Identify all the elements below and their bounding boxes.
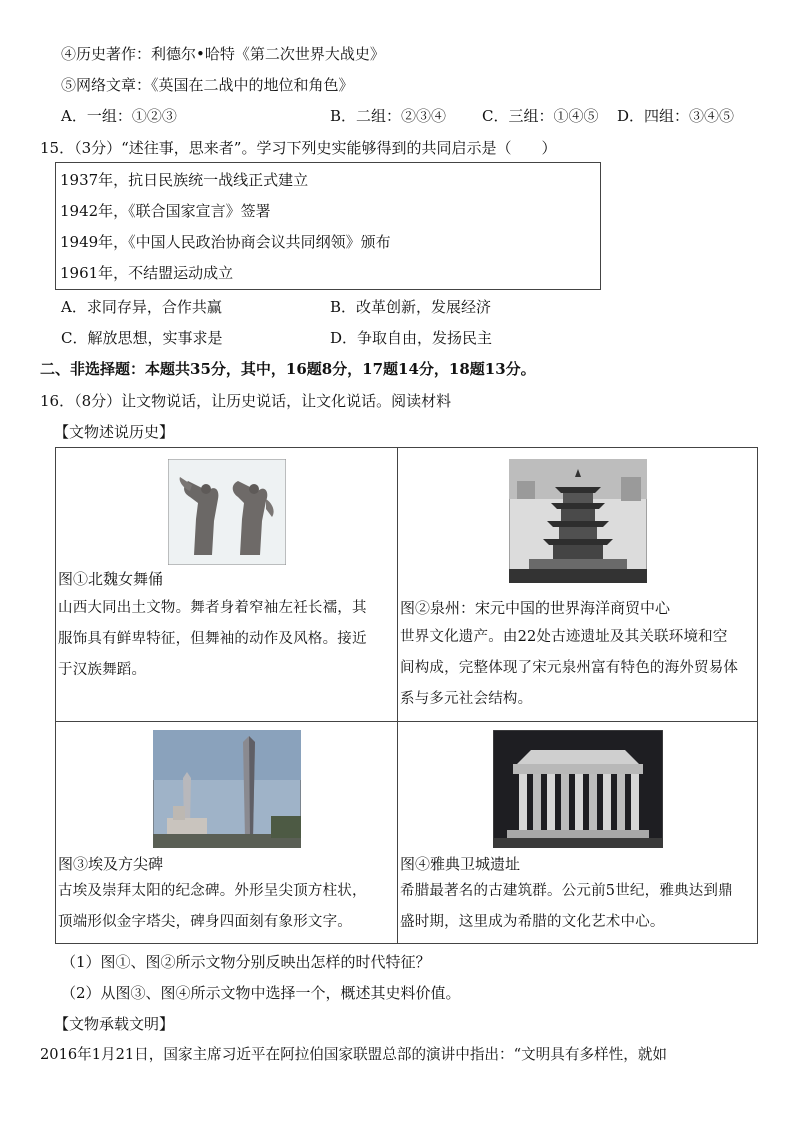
q15-choice-d: D．争取自由，发扬民主	[330, 329, 493, 347]
dancer-figurines-image	[168, 459, 286, 565]
desc-line: 顶端形似金字塔尖，碑身四面刻有象形文字。	[58, 914, 352, 930]
desc-line: 系与多元社会结构。	[400, 691, 533, 707]
desc-line: 间构成，完整体现了宋元泉州富有特色的海外贸易体	[400, 660, 739, 676]
desc-line: 盛时期，这里成为希腊的文化艺术中心。	[400, 914, 665, 930]
q16-subquestion-1: （1）图①、图②所示文物分别反映出怎样的时代特征？	[61, 953, 431, 971]
timeline-entry: 1961年，不结盟运动成立	[60, 264, 234, 282]
timeline-entry: 1937年，抗日民族统一战线正式建立	[60, 171, 309, 189]
artifact-cell-2	[398, 448, 758, 722]
desc-line: 希腊最著名的古建筑群。公元前5世纪，雅典达到鼎	[400, 883, 733, 899]
q16-subheading-2: 【文物承载文明】	[54, 1015, 175, 1033]
q16-subquestion-2: （2）从图③、图④所示文物中选择一个，概述其史料价值。	[61, 984, 461, 1002]
artifact-caption-3: 图③埃及方尖碑	[58, 855, 164, 873]
artifacts-table	[55, 447, 758, 944]
section-heading: 二、非选择题：本题共35分，其中，16题8分，17题14分，18题13分。	[40, 360, 536, 378]
choice-c: C．三组：①④⑤	[482, 107, 599, 125]
timeline-entry: 1942年，《联合国家宣言》签署	[60, 202, 271, 220]
desc-line: 古埃及崇拜太阳的纪念碑。外形呈尖顶方柱状，	[58, 883, 367, 899]
choice-a: A．一组：①②③	[61, 107, 177, 125]
q15-choice-c: C．解放思想，实事求是	[61, 329, 223, 347]
artifact-cell-3	[56, 722, 398, 944]
q15-choice-a: A．求同存异，合作共赢	[61, 298, 222, 316]
artifact-caption-4: 图④雅典卫城遗址	[400, 855, 521, 873]
q15-timeline-box	[55, 162, 601, 290]
parthenon-image	[493, 730, 663, 848]
timeline-entry: 1949年，《中国人民政治协商会议共同纲领》颁布	[60, 233, 391, 251]
obelisk-image	[153, 730, 301, 848]
artifact-desc-2	[400, 622, 755, 715]
q16-subheading: 【文物述说历史】	[54, 423, 175, 441]
artifact-desc-4	[400, 876, 755, 938]
q16-material-text: 2016年1月21日，国家主席习近平在阿拉伯国家联盟总部的演讲中指出：“文明具有多样性，就如	[40, 1046, 668, 1063]
artifact-cell-4	[398, 722, 758, 944]
desc-line: 于汉族舞蹈。	[58, 662, 147, 678]
artifact-caption-1: 图①北魏女舞俑	[58, 570, 164, 588]
choice-b: B．二组：②③④	[330, 107, 447, 125]
q16-stem: 16．（8分）让文物说话，让历史说话，让文化说话。阅读材料	[40, 392, 452, 410]
desc-line: 服饰具有鲜卑特征，但舞袖的动作及风格。接近	[58, 631, 367, 647]
artifact-desc-1	[58, 593, 395, 686]
choice-d: D．四组：③④⑤	[617, 107, 735, 125]
q15-choice-b: B．改革创新，发展经济	[330, 298, 492, 316]
artifact-desc-3	[58, 876, 395, 938]
artifact-cell-1	[56, 448, 398, 722]
q15-stem: 15．（3分）“述往事，思来者”。学习下列史实能够得到的共同启示是（ ）	[40, 139, 557, 157]
option-item-5: ⑤网络文章：《英国在二战中的地位和角色》	[61, 76, 354, 94]
desc-line: 山西大同出土文物。舞者身着窄袖左衽长襦，其	[58, 600, 367, 616]
option-item-4: ④历史著作：利德尔•哈特《第二次世界大战史》	[61, 45, 385, 63]
desc-line: 世界文化遗产。由22处古迹遗址及其关联环境和空	[400, 629, 728, 645]
artifact-caption-2: 图②泉州：宋元中国的世界海洋商贸中心	[400, 599, 671, 617]
quanzhou-pagoda-image	[509, 459, 647, 583]
